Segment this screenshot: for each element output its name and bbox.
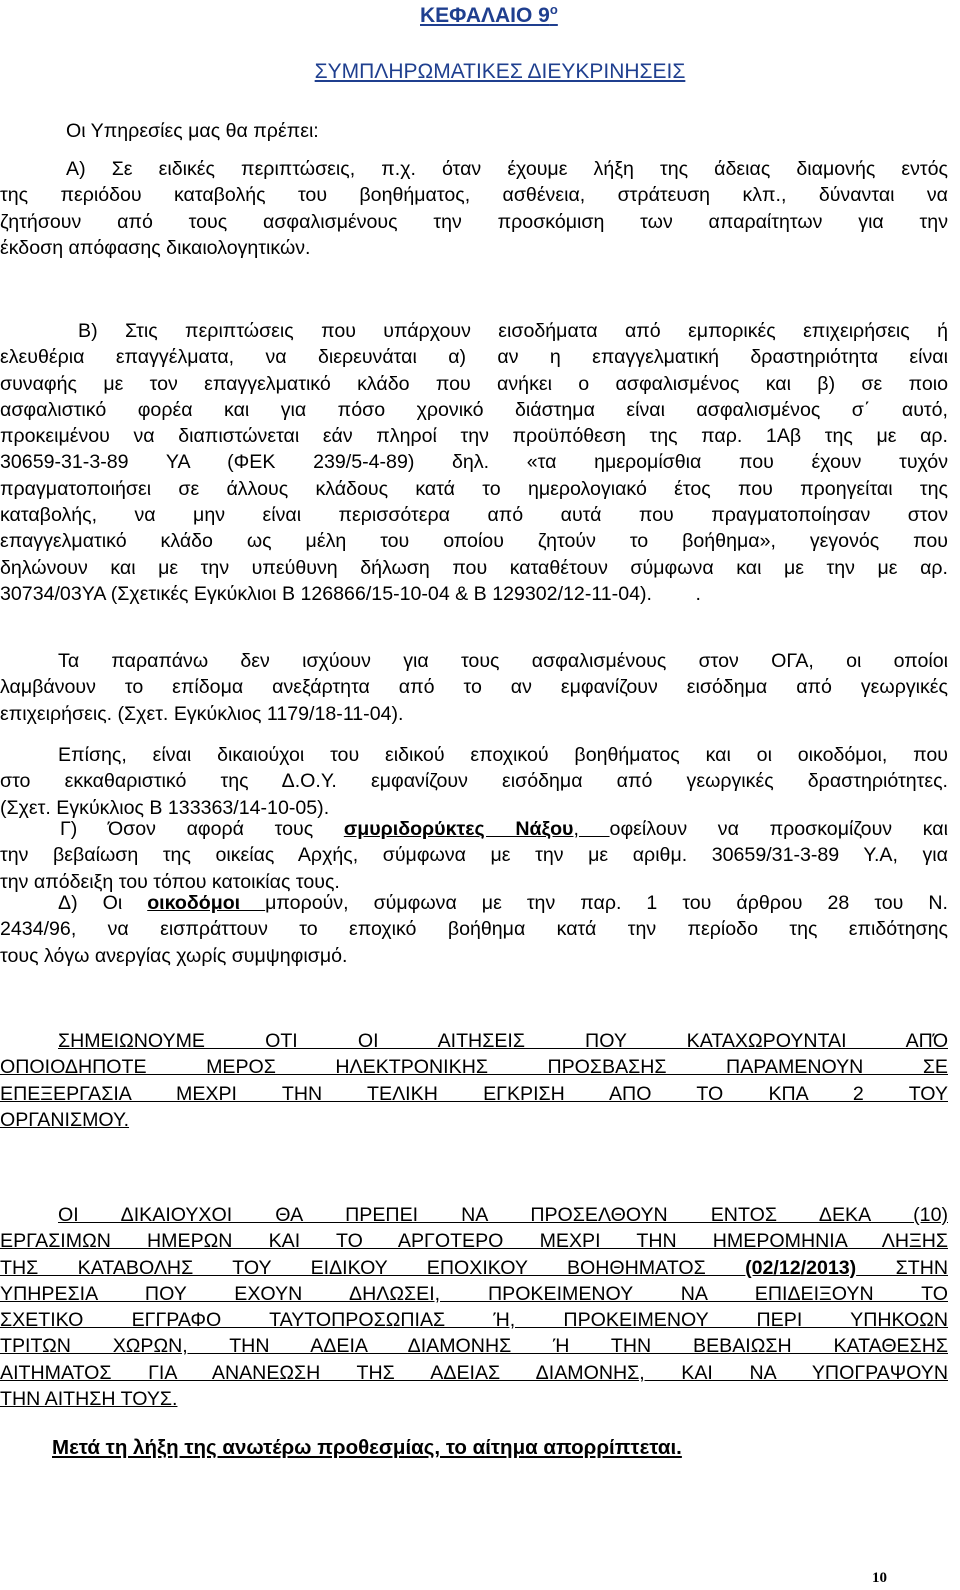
paragraph-g-prefix: Γ) Όσον αφορά τους [60, 818, 344, 840]
chapter-heading [420, 2, 558, 28]
builders-term: οικοδόμοι [147, 892, 266, 914]
paragraph-also-line: Επίσης, είναι δικαιούχοι του ειδικού εποχικού βοηθήματος και οι οικοδόμοι, που [58, 744, 948, 766]
note-applications [0, 1028, 948, 1133]
note-applications-line: ΟΠΟΙΟΔΗΠΟΤΕ ΜΕΡΟΣ ΗΛΕΚΤΡΟΝΙΚΗΣ ΠΡΟΣΒΑΣΗΣ ΠΑΡΑΜΕΝΟΥΝ ΣΕ [0, 1056, 948, 1079]
chapter-superscript: ο [549, 2, 558, 17]
note-beneficiaries-line: ΟΙ ΔΙΚΑΙΟΥΧΟΙ ΘΑ ΠΡΕΠΕΙ ΝΑ ΠΡΟΣΕΛΘΟΥΝ ΕΝΤΟΣ ΔΕΚΑ (10) [58, 1204, 948, 1226]
paragraph-a-line: Α) Σε ειδικές περιπτώσεις, π.χ. όταν έχουμε λήξη της άδειας διαμονής εντός [66, 158, 948, 180]
paragraph-g-line: την απόδειξη του τόπου κατοικίας τους. [0, 870, 340, 893]
paragraph-d-line: τους λόγω ανεργίας χωρίς συμψηφισμό. [0, 944, 348, 967]
paragraph-g-rest: οφείλουν να προσκομίζουν και [609, 818, 948, 840]
paragraph-d-rest: μπορούν, σύμφωνα με την παρ. 1 του άρθρου 28 του Ν. [265, 892, 948, 914]
paragraph-b-line: ασφαλιστικό φορέα και για πόσο χρονικό διάστημα είναι ασφαλισμένος σ΄ αυτό, [0, 398, 948, 421]
note-applications-line: ΟΡΓΑΝΙΣΜΟΥ. [0, 1108, 130, 1131]
paragraph-d-prefix: Δ) Οι [58, 892, 148, 914]
note-applications-line: ΣΗΜΕΙΩΝΟΥΜΕ ΟΤΙ ΟΙ ΑΙΤΗΣΕΙΣ ΠΟΥ ΚΑΤΑΧΩΡΟΥΝΤΑΙ ΑΠΌ [58, 1030, 948, 1052]
paragraph-d [0, 890, 948, 969]
note-beneficiaries-prefix: ΤΗΣ ΚΑΤΑΒΟΛΗΣ ΤΟΥ ΕΙΔΙΚΟΥ ΕΠΟΧΙΚΟΥ ΒΟΗΘΗΜΑΤΟΣ [0, 1256, 746, 1279]
note-beneficiaries-line: ΑΙΤΗΜΑΤΟΣ ΓΙΑ ΑΝΑΝΕΩΣΗ ΤΗΣ ΑΔΕΙΑΣ ΔΙΑΜΟΝΗΣ, ΚΑΙ ΝΑ ΥΠΟΓΡΑΨΟΥΝ [0, 1361, 948, 1384]
paragraph-g-gap: , [573, 818, 610, 840]
intro-line: Οι Υπηρεσίες μας θα πρέπει: [66, 120, 319, 142]
paragraph-g-line [0, 816, 948, 842]
note-beneficiaries-line: ΣΧΕΤΙΚΟ ΕΓΓΡΑΦΟ ΤΑΥΤΟΠΡΟΣΩΠΙΑΣ Ή, ΠΡΟΚΕΙΜΕΝΟΥ ΠΕΡΙ ΥΠΗΚΟΩΝ [0, 1309, 948, 1332]
paragraph-g-line: την βεβαίωση της οικείας Αρχής, σύμφωνα με την με αριθμ. 30659/31-3-89 Υ.Α, για [0, 844, 948, 867]
paragraph-also-line: στο εκκαθαριστικό της Δ.Ο.Υ. εμφανίζουν εισόδημα από γεωργικές δραστηριότητες. [0, 770, 948, 793]
paragraph-oga-line: επιχειρήσεις. (Σχετ. Εγκύκλιος 1179/18-11-04). [0, 702, 404, 725]
note-beneficiaries-line: ΤΗΝ ΑΙΤΗΣΗ ΤΟΥΣ. [0, 1388, 178, 1411]
paragraph-b-line: 30734/03ΥΑ (Σχετικές Εγκύκλιοι Β 126866/15-10-04 & Β 129302/12-11-04). . [0, 582, 701, 605]
paragraph-b-line: συναφής με τον επαγγελματικό κλάδο που ανήκει ο ασφαλισμένος και β) σε ποιο [0, 372, 948, 395]
paragraph-b-line: καταβολής, να μην είναι περισσότερα από αυτά που πραγματοποίησαν στον [0, 504, 948, 527]
paragraph-oga-line: λαμβάνουν το επίδομα ανεξάρτητα από το αν εμφανίζουν εισόδημα από γεωργικές [0, 676, 948, 699]
note-beneficiaries-line: ΤΡΙΤΩΝ ΧΩΡΩΝ, ΤΗΝ ΑΔΕΙΑ ΔΙΑΜΟΝΗΣ Ή ΤΗΝ ΒΕΒΑΙΩΣΗ ΚΑΤΑΘΕΣΗΣ [0, 1335, 948, 1358]
final-note: Μετά τη λήξη της ανωτέρω προθεσμίας, το αίτημα απορρίπτεται. [52, 1436, 682, 1459]
note-beneficiaries-line: ΥΠΗΡΕΣΙΑ ΠΟΥ ΕΧΟΥΝ ΔΗΛΩΣΕΙ, ΠΡΟΚΕΙΜΕΝΟΥ ΝΑ ΕΠΙΔΕΙΞΟΥΝ ΤΟ [0, 1282, 948, 1305]
paragraph-oga [0, 648, 948, 727]
paragraph-b [0, 318, 948, 607]
paragraph-a [0, 156, 948, 261]
chapter-title: ΚΕΦΑΛΑΙΟ 9 [420, 4, 550, 27]
paragraph-a-line: έκδοση απόφασης δικαιολογητικών. [0, 236, 311, 259]
note-beneficiaries-line: ΕΡΓΑΣΙΜΩΝ ΗΜΕΡΩΝ ΚΑΙ ΤΟ ΑΡΓΟΤΕΡΟ ΜΕΧΡΙ ΤΗΝ ΗΜΕΡΟΜΗΝΙΑ ΛΗΞΗΣ [0, 1230, 948, 1253]
paragraph-b-line: επαγγελματικό κλάδο ως μέλη του οποίου ζητούν το βοήθημα», γεγονός που [0, 530, 948, 553]
note-beneficiaries-line [0, 1255, 948, 1281]
section-subtitle: ΣΥΜΠΛΗΡΩΜΑΤΙΚΕΣ ΔΙΕΥΚΡΙΝΗΣΕΙΣ [314, 60, 686, 83]
paragraph-b-line: 30659-31-3-89 ΥΑ (ΦΕΚ 239/5-4-89) δηλ. «τα ημερομίσθια που έχουν τυχόν [0, 451, 948, 474]
paragraph-b-line: πραγματοποιήσει σε άλλους κλάδους κατά το ημερολογιακό έτος που προηγείται της [0, 477, 948, 500]
paragraph-oga-line: Τα παραπάνω δεν ισχύουν για τους ασφαλισμένους στον ΟΓΑ, οι οποίοι [58, 650, 948, 672]
note-beneficiaries-suffix: ΣΤΗΝ [856, 1256, 948, 1279]
paragraph-d-line [0, 890, 948, 916]
paragraph-also-line: (Σχετ. Εγκύκλιος Β 133363/14-10-05). [0, 796, 330, 819]
naxos-emery-miners-term: σμυριδορύκτες Νάξου [343, 818, 574, 840]
note-beneficiaries [0, 1202, 948, 1412]
paragraph-a-line: της περιόδου καταβολής του βοηθήματος, ασθένεια, στράτευση κλπ., δύνανται να [0, 184, 948, 207]
paragraph-b-line: ελευθέρια επαγγέλματα, να διερευνάται α) αν η επαγγελματική δραστηριότητα είναι [0, 346, 948, 369]
paragraph-also [0, 742, 948, 821]
paragraph-b-line: δηλώνουν και με την υπεύθυνη δήλωση που καταθέτουν σύμφωνα και με την με αρ. [0, 556, 948, 579]
paragraph-g [0, 816, 948, 895]
paragraph-d-line: 2434/96, να εισπράττουν το εποχικό βοήθημα κατά την περίοδο της επιδότησης [0, 918, 948, 941]
paragraph-a-line: ζητήσουν από τους ασφαλισμένους την προσκόμιση των απαραίτητων για την [0, 210, 948, 233]
deadline-date: (02/12/2013) [745, 1256, 857, 1279]
paragraph-b-line: προκειμένου να διαπιστώνεται εάν πληροί την προϋπόθεση της παρ. 1Αβ της με αρ. [0, 425, 948, 448]
page-number: 10 [872, 1570, 887, 1586]
note-applications-line: ΕΠΕΞΕΡΓΑΣΙΑ ΜΕΧΡΙ ΤΗΝ ΤΕΛΙΚΗ ΕΓΚΡΙΣΗ ΑΠΟ ΤΟ ΚΠΑ 2 ΤΟΥ [0, 1082, 948, 1105]
paragraph-b-line: Β) Στις περιπτώσεις που υπάρχουν εισοδήματα από εμπορικές επιχειρήσεις ή [78, 320, 948, 342]
